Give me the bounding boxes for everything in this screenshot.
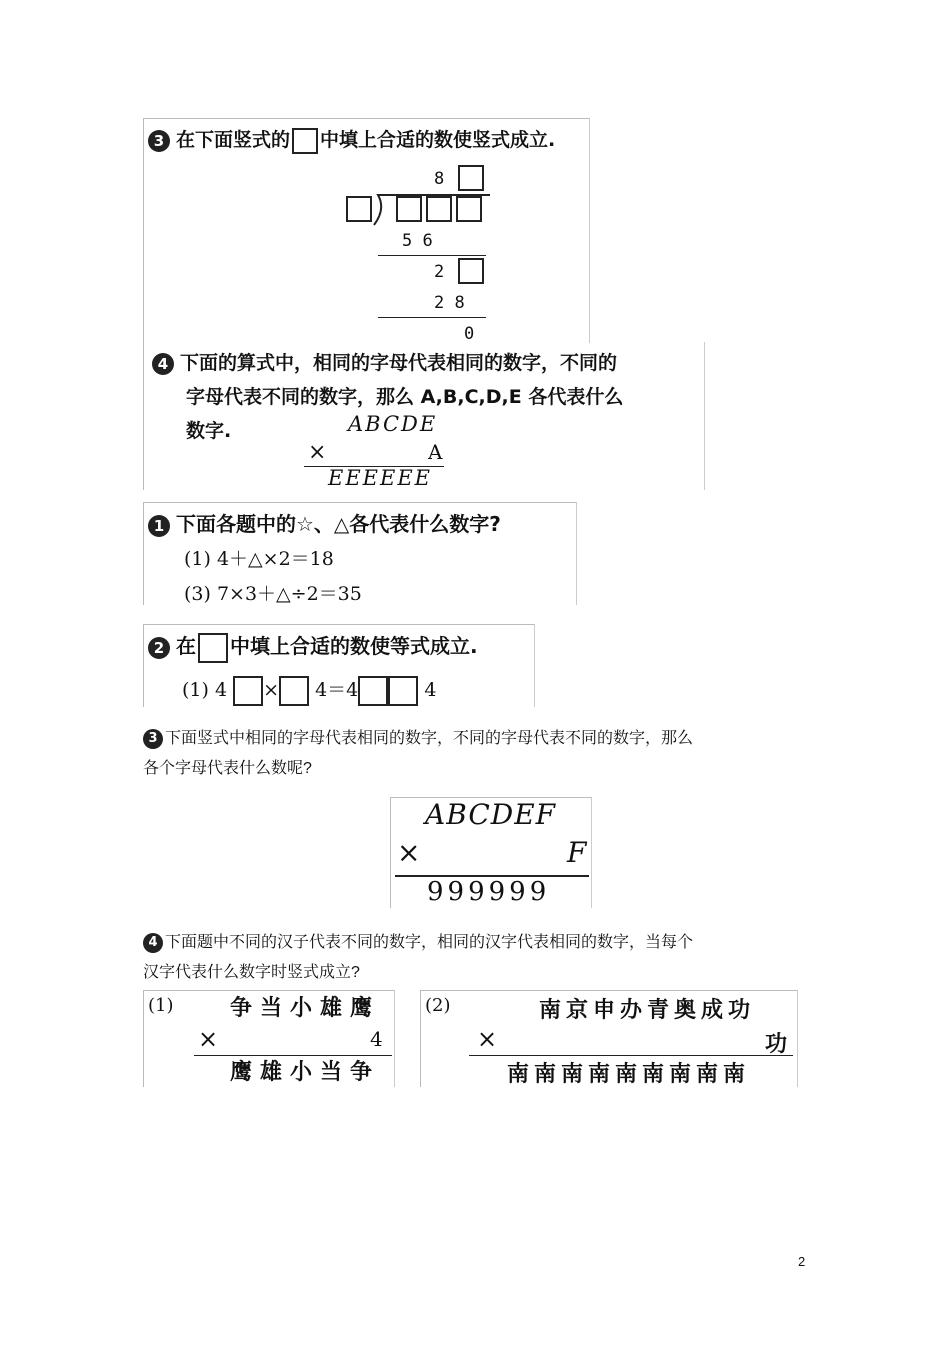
number-badge: 4	[143, 933, 163, 953]
problem-hanzi-text: 4 下面题中不同的汉子代表不同的数字，相同的汉字代表相同的数字，当每个 汉字代表什么数字时竖式成立?	[143, 934, 694, 981]
hanzi-1-result: 鹰雄小当争	[230, 1060, 381, 1085]
abcdef-result: 999999	[427, 877, 551, 907]
blank-box-icon	[358, 676, 388, 706]
letters-top: ABCDE	[348, 412, 438, 436]
problem-symbols-title: 1 下面各题中的☆、△各代表什么数字?	[148, 508, 501, 537]
fill-equation-1: (1) 4 × 4＝4 4	[182, 675, 436, 706]
number-badge: 3	[143, 729, 163, 749]
dividend-blank-1	[396, 196, 422, 222]
blank-box-icon	[279, 676, 309, 706]
problem-fill-title: 2 在 中填上合适的数使等式成立.	[148, 630, 478, 663]
hanzi-1-label: (1)	[148, 995, 174, 1016]
dividend-blank-3	[456, 196, 482, 222]
division-line-2	[378, 317, 486, 318]
blank-box-icon	[198, 633, 228, 663]
letters-multiplier: A	[428, 440, 443, 464]
problem-symbols	[143, 502, 577, 605]
remainder-1: 2	[434, 262, 445, 282]
times-sign: ×	[198, 1025, 219, 1053]
number-badge: 4	[152, 353, 174, 375]
hanzi-2-line	[469, 1055, 793, 1056]
problem-fill-equation	[143, 624, 535, 707]
times-sign: ×	[477, 1025, 498, 1053]
letters-result: EEEEEE	[328, 466, 432, 490]
problem-abcdef-text: 3 下面竖式中相同的字母代表相同的数字，不同的字母代表不同的数字，那么 各个字母代表什么数呢?	[143, 730, 694, 777]
problem-division	[143, 118, 590, 343]
problem-division-title: 3 在下面竖式的 中填上合适的数使竖式成立.	[148, 125, 555, 154]
quotient-digit: 8	[434, 169, 445, 189]
page-number: 2	[798, 1254, 806, 1269]
quotient-blank	[458, 165, 484, 191]
hanzi-figure-1	[143, 990, 395, 1087]
remainder-blank	[458, 258, 484, 284]
problem-letters	[143, 342, 705, 490]
times-sign: ×	[397, 836, 421, 869]
subtrahend-1: 5 6	[402, 231, 433, 251]
hanzi-2-label: (2)	[425, 995, 451, 1016]
hanzi-1-multiplier: 4	[370, 1027, 383, 1051]
times-sign: ×	[308, 440, 327, 465]
division-result: 0	[464, 324, 475, 344]
abcdef-multiplier: F	[567, 836, 587, 869]
hanzi-figure-2	[420, 990, 798, 1087]
division-line-1	[378, 255, 486, 256]
hanzi-2-multiplier: 功	[765, 1032, 788, 1057]
equation-1: (1) 4＋△×2＝18	[184, 548, 334, 570]
number-badge: 1	[148, 515, 170, 537]
problem-abcdef-figure	[390, 797, 592, 908]
divisor-blank	[346, 196, 372, 222]
abcdef-top: ABCDEF	[425, 798, 557, 831]
hanzi-2-top: 南京申办青奥成功	[539, 998, 756, 1023]
equation-3: (3) 7×3＋△÷2＝35	[184, 583, 362, 605]
blank-box-icon	[233, 676, 263, 706]
blank-box-icon	[292, 128, 318, 154]
hanzi-2-result: 南南南南南南南南南	[507, 1062, 751, 1087]
hanzi-1-top: 争当小雄鹰	[230, 996, 381, 1021]
number-badge: 2	[148, 637, 170, 659]
blank-box-icon	[388, 676, 418, 706]
subtrahend-2: 2 8	[434, 293, 465, 313]
dividend-blank-2	[426, 196, 452, 222]
number-badge: 3	[148, 130, 170, 152]
problem-letters-text: 4 下面的算式中，相同的字母代表相同的数字，不同的 字母代表不同的数字，那么 A,B,C,D,E 各代表什么 数字.	[152, 346, 623, 448]
